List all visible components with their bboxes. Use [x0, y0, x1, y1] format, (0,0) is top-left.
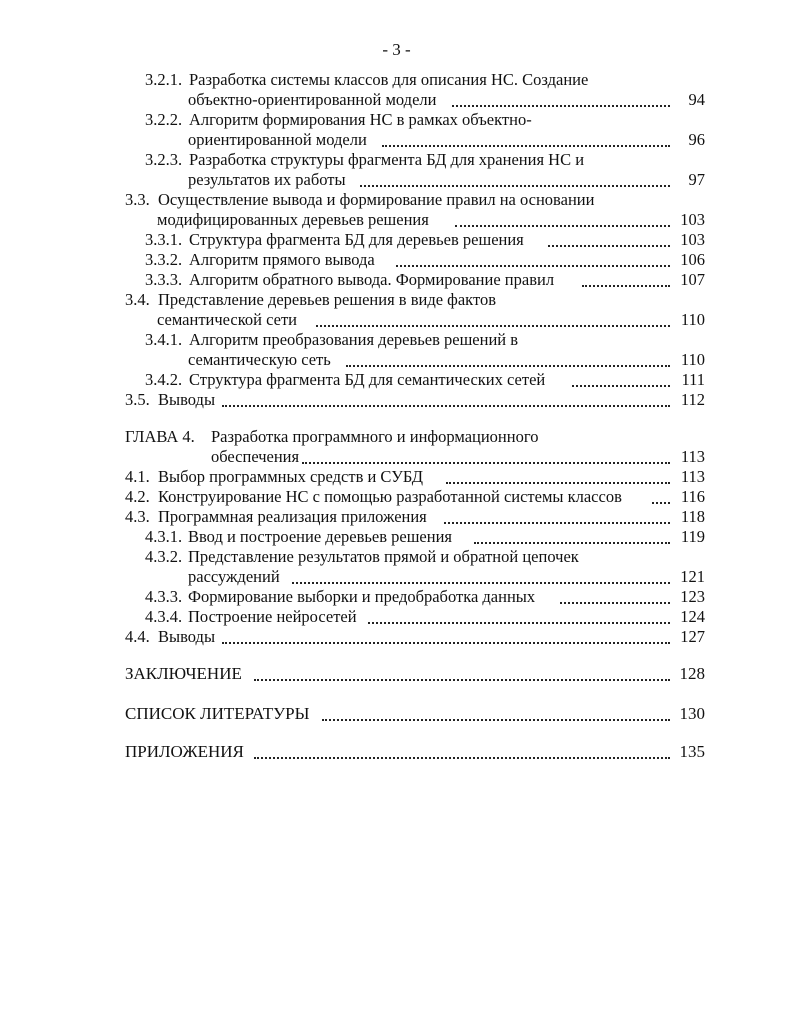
toc-entry-number: 3.2.2.	[145, 110, 183, 129]
toc-entry-number: 3.5.	[125, 390, 150, 409]
toc-entry-title: Разработка программного и информационного	[211, 427, 539, 446]
toc-entry-3-3-2[interactable]	[0, 250, 793, 270]
toc-leader	[474, 527, 670, 547]
toc-entry-number: 3.3.1.	[145, 230, 183, 249]
toc-entry-number: ГЛАВА 4.	[125, 427, 195, 446]
toc-entry-4-2[interactable]	[0, 487, 793, 507]
toc-leader	[254, 664, 670, 684]
toc-entry-page: 96	[688, 130, 705, 149]
toc-entry-4-3-1[interactable]	[0, 527, 793, 547]
toc-entry-title-cont: семантическую сеть	[188, 350, 331, 369]
toc-entry-3-4-line1[interactable]	[0, 290, 793, 310]
toc-entry-3-5[interactable]	[0, 390, 793, 410]
toc-leader	[254, 742, 670, 762]
toc-leader	[444, 507, 670, 527]
toc-leader	[346, 350, 670, 370]
toc-entry-title: Ввод и построение деревьев решения	[188, 527, 452, 546]
toc-entry-title: Разработка структуры фрагмента БД для хранения НС и	[189, 150, 585, 169]
toc-entry-title: СПИСОК ЛИТЕРАТУРЫ	[125, 704, 310, 723]
toc-entry-chapter-4-line2[interactable]	[0, 447, 793, 467]
toc-leader	[582, 270, 670, 290]
toc-entry-3-3-line1[interactable]	[0, 190, 793, 210]
toc-entry-page: 124	[680, 607, 705, 626]
toc-entry-page: 113	[680, 447, 705, 466]
toc-entry-page: 119	[680, 527, 705, 546]
toc-entry-title: Формирование выборки и предобработка данных	[188, 587, 536, 606]
toc-leader	[560, 587, 670, 607]
toc-entry-page: 103	[680, 210, 705, 229]
toc-entry-number: 4.3.	[125, 507, 150, 526]
toc-entry-4-3-2-line2[interactable]	[0, 567, 793, 587]
toc-entry-4-1[interactable]	[0, 467, 793, 487]
toc-leader	[222, 390, 670, 410]
toc-entry-4-3-2-line1[interactable]	[0, 547, 793, 567]
toc-leader	[222, 627, 670, 647]
toc-entry-title: Конструирование НС с помощью разработанной системы классов	[158, 487, 622, 506]
toc-entry-page: 116	[680, 487, 705, 506]
toc-entry-page: 130	[679, 704, 705, 723]
toc-entry-page: 121	[680, 567, 705, 586]
toc-entry-bibliography[interactable]	[0, 704, 793, 724]
toc-leader	[322, 704, 670, 724]
toc-entry-title-cont: семантической сети	[157, 310, 298, 329]
toc-entry-page: 111	[681, 370, 705, 389]
toc-entry-3-4-line2[interactable]	[0, 310, 793, 330]
toc-entry-page: 110	[680, 310, 705, 329]
toc-entry-number: 4.3.2.	[145, 547, 183, 566]
toc-entry-page: 135	[679, 742, 705, 761]
toc-leader	[446, 467, 670, 487]
toc-entry-title: Выбор программных средств и СУБД	[158, 467, 424, 486]
toc-entry-title: Разработка системы классов для описания НС. Создание	[189, 70, 589, 89]
toc-entry-page: 107	[680, 270, 705, 289]
toc-entry-number: 4.1.	[125, 467, 150, 486]
toc-entry-number: 3.4.2.	[145, 370, 183, 389]
toc-entry-3-3-3[interactable]	[0, 270, 793, 290]
toc-leader	[368, 607, 670, 627]
toc-entry-3-4-1-line1[interactable]	[0, 330, 793, 350]
toc-entry-appendices[interactable]	[0, 742, 793, 762]
toc-entry-number: 3.3.3.	[145, 270, 183, 289]
toc-entry-number: 3.4.	[125, 290, 150, 309]
toc-entry-number: 4.2.	[125, 487, 150, 506]
toc-entry-3-2-2-line1[interactable]	[0, 110, 793, 130]
toc-entry-3-2-1-line1[interactable]	[0, 70, 793, 90]
toc-entry-title: Построение нейросетей	[188, 607, 357, 626]
toc-entry-title: Алгоритм обратного вывода. Формирование правил	[189, 270, 555, 289]
toc-entry-title-cont: ориентированной модели	[188, 130, 367, 149]
toc-entry-title: Осуществление вывода и формирование правил на основании	[158, 190, 595, 209]
toc-entry-title: Представление результатов прямой и обратной цепочек	[188, 547, 579, 566]
toc-entry-number: 3.4.1.	[145, 330, 183, 349]
toc-entry-4-3-3[interactable]	[0, 587, 793, 607]
toc-entry-3-2-1-line2[interactable]	[0, 90, 793, 110]
toc-entry-3-4-1-line2[interactable]	[0, 350, 793, 370]
toc-entry-title: Структура фрагмента БД для семантических сетей	[189, 370, 546, 389]
page-number: - 3 -	[382, 40, 411, 59]
toc-leader	[548, 230, 670, 250]
toc-entry-chapter-4-line1[interactable]	[0, 427, 793, 447]
toc-entry-title-cont: обеспечения	[211, 447, 300, 466]
toc-entry-3-3-line2[interactable]	[0, 210, 793, 230]
toc-entry-4-3[interactable]	[0, 507, 793, 527]
toc-entry-title-cont: модифицированных деревьев решения	[157, 210, 429, 229]
toc-entry-3-2-3-line1[interactable]	[0, 150, 793, 170]
toc-entry-title-cont: результатов их работы	[188, 170, 346, 189]
toc-entry-page: 123	[680, 587, 705, 606]
toc-entry-page: 128	[679, 664, 705, 683]
toc-entry-number: 3.3.	[125, 190, 150, 209]
toc-entry-page: 106	[680, 250, 705, 269]
toc-entry-title: Структура фрагмента БД для деревьев решения	[189, 230, 524, 249]
toc-entry-page: 94	[688, 90, 705, 109]
toc-entry-title: Алгоритм прямого вывода	[189, 250, 375, 269]
toc-leader	[382, 130, 670, 150]
toc-entry-number: 4.4.	[125, 627, 150, 646]
toc-entry-number: 4.3.4.	[145, 607, 183, 626]
toc-entry-title: Алгоритм формирования НС в рамках объектно-	[189, 110, 532, 129]
toc-leader	[316, 310, 670, 330]
toc-leader	[572, 370, 670, 390]
toc-leader	[360, 170, 670, 190]
toc-entry-number: 3.2.3.	[145, 150, 183, 169]
toc-entry-title: Выводы	[158, 627, 216, 646]
toc-leader	[292, 567, 670, 587]
toc-entry-title: Выводы	[158, 390, 216, 409]
toc-entry-3-4-2[interactable]	[0, 370, 793, 390]
toc-entry-page: 103	[680, 230, 705, 249]
toc-entry-3-2-2-line2[interactable]	[0, 130, 793, 150]
toc-leader	[396, 250, 670, 270]
toc-entry-3-2-3-line2[interactable]	[0, 170, 793, 190]
toc-entry-3-3-1[interactable]	[0, 230, 793, 250]
toc-entry-number: 3.2.1.	[145, 70, 183, 89]
toc-entry-number: 3.3.2.	[145, 250, 183, 269]
toc-entry-title: Программная реализация приложения	[158, 507, 427, 526]
toc-leader	[302, 447, 670, 467]
toc-entry-page: 97	[688, 170, 705, 189]
toc-entry-page: 110	[680, 350, 705, 369]
toc-entry-conclusion[interactable]	[0, 664, 793, 684]
toc-entry-title: ПРИЛОЖЕНИЯ	[125, 742, 244, 761]
toc-entry-4-4[interactable]	[0, 627, 793, 647]
toc-entry-number: 4.3.1.	[145, 527, 183, 546]
toc-entry-page: 113	[680, 467, 705, 486]
toc-leader	[455, 210, 670, 230]
toc-entry-4-3-4[interactable]	[0, 607, 793, 627]
toc-entry-title-cont: объектно-ориентированной модели	[188, 90, 437, 109]
toc-leader	[452, 90, 670, 110]
toc-entry-number: 4.3.3.	[145, 587, 183, 606]
toc-entry-page: 118	[680, 507, 705, 526]
toc-entry-title: Алгоритм преобразования деревьев решений в	[189, 330, 519, 349]
toc-entry-title-cont: рассуждений	[188, 567, 280, 586]
toc-entry-page: 112	[680, 390, 705, 409]
toc-leader	[652, 487, 670, 507]
toc-entry-page: 127	[680, 627, 705, 646]
toc-entry-title: Представление деревьев решения в виде фактов	[158, 290, 497, 309]
toc-entry-title: ЗАКЛЮЧЕНИЕ	[125, 664, 242, 683]
